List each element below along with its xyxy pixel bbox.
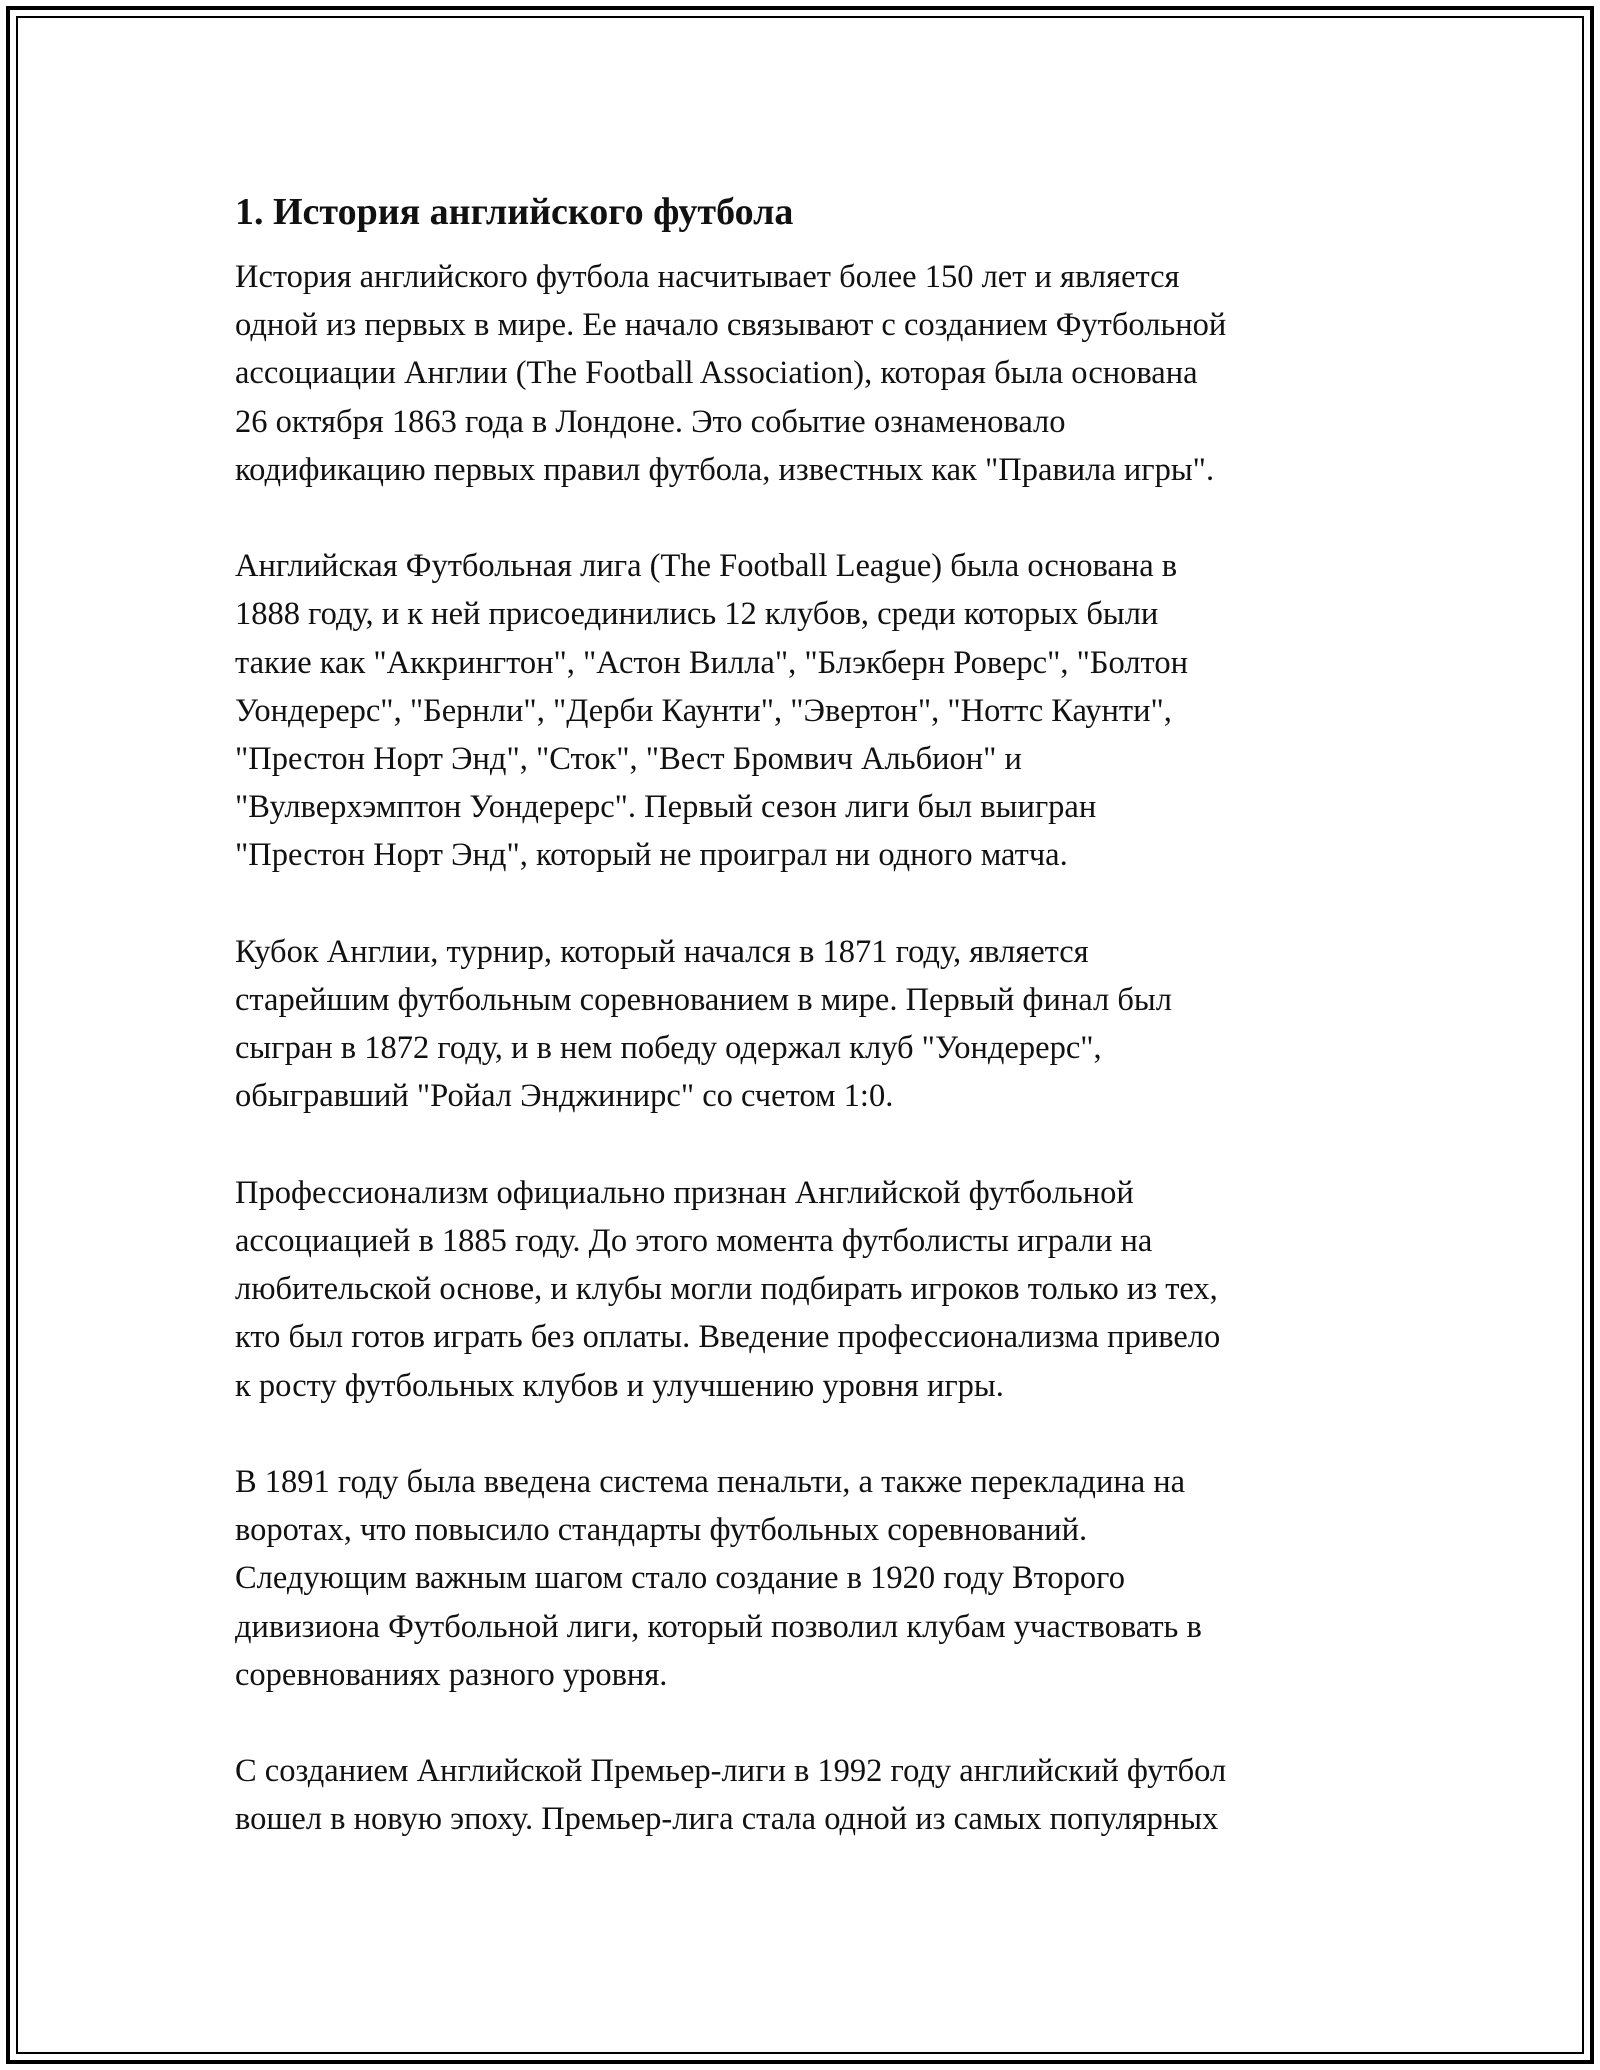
- text-line: В 1891 году была введена система пенальти, а также перекладина на: [235, 1464, 1186, 1501]
- text-line: С созданием Английской Премьер-лиги в 1992 году английский футбол: [235, 1753, 1227, 1790]
- text-line: обыгравший "Ройал Энджинирс" со счетом 1:0.: [235, 1078, 894, 1115]
- text-line: 26 октября 1863 года в Лондоне. Это событие ознаменовало: [235, 403, 1066, 440]
- paragraph-fa-founding: [235, 253, 1375, 494]
- text-line: Английская Футбольная лига (The Football League) была основана в: [235, 548, 1178, 585]
- text-line: к росту футбольных клубов и улучшению уровня игры.: [235, 1367, 1004, 1404]
- text-line: "Престон Норт Энд", который не проиграл ни одного матча.: [235, 837, 1068, 874]
- paragraph-fa-cup: [235, 928, 1375, 1121]
- text-line: Уондерерс", "Бернли", "Дерби Каунти", "Эвертон", "Ноттс Каунти",: [235, 692, 1172, 729]
- paragraph-professionalism: [235, 1169, 1375, 1410]
- paragraph-premier-league: [235, 1747, 1375, 1843]
- text-line: Кубок Англии, турнир, который начался в 1871 году, является: [235, 933, 1089, 970]
- text-line: История английского футбола насчитывает более 150 лет и является: [235, 259, 1180, 295]
- text-line: воротах, что повысило стандарты футбольных соревнований.: [235, 1512, 1088, 1549]
- text-line: "Престон Норт Энд", "Сток", "Вест Бромвич Альбион" и: [235, 741, 1022, 778]
- text-line: любительской основе, и клубы могли подбирать игроков только из тех,: [235, 1271, 1218, 1308]
- paragraph-football-league: [235, 542, 1375, 879]
- text-line: 1888 году, и к ней присоединились 12 клубов, среди которых были: [235, 596, 1159, 633]
- text-line: кодификацию первых правил футбола, известных как "Правила игры".: [235, 451, 1215, 488]
- text-line: кто был готов играть без оплаты. Введение профессионализма привело: [235, 1319, 1221, 1356]
- text-line: соревнованиях разного уровня.: [235, 1656, 668, 1693]
- text-line: ассоциацией в 1885 году. До этого момента футболисты играли на: [235, 1223, 1153, 1260]
- text-line: ассоциации Англии (The Football Association), которая была основана: [235, 355, 1198, 392]
- text-line: вошел в новую эпоху. Премьер-лига стала одной из самых популярных: [235, 1801, 1219, 1838]
- text-line: Следующим важным шагом стало создание в 1920 году Второго: [235, 1560, 1125, 1597]
- text-line: старейшим футбольным соревнованием в мире. Первый финал был: [235, 982, 1172, 1019]
- text-line: одной из первых в мире. Ее начало связывают с созданием Футбольной: [235, 307, 1227, 344]
- text-line: сыгран в 1872 году, и в нем победу одержал клуб "Уондерерс",: [235, 1030, 1102, 1067]
- text-line: "Вулверхэмптон Уондерерс". Первый сезон лиги был выигран: [235, 789, 1097, 826]
- section-heading: 1. История английского футбола: [235, 191, 794, 233]
- document-content: [235, 186, 1375, 1844]
- text-line: такие как "Аккрингтон", "Астон Вилла", "Блэкберн Роверс", "Болтон: [235, 644, 1188, 681]
- paragraph-penalty-system: [235, 1458, 1375, 1699]
- text-line: Профессионализм официально признан Английской футбольной: [235, 1174, 1134, 1211]
- text-line: дивизиона Футбольной лиги, который позволил клубам участвовать в: [235, 1608, 1202, 1645]
